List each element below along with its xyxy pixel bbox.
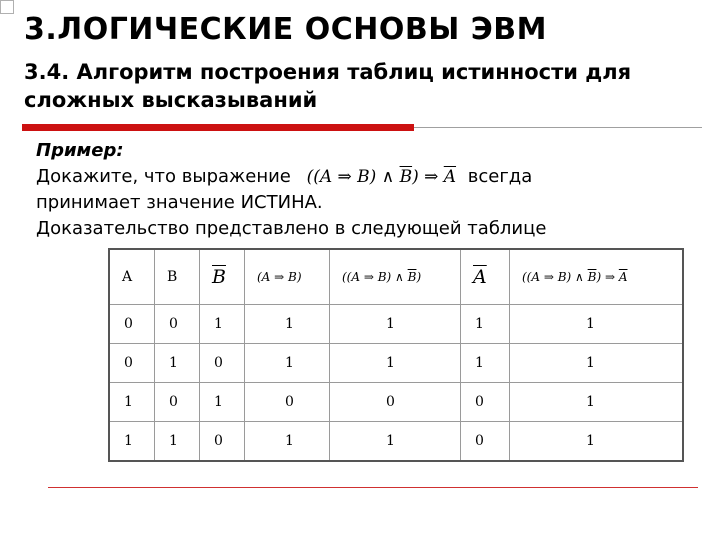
- table-cell: 0: [461, 422, 510, 462]
- statement-text-before: Докажите, что выражение: [36, 166, 291, 187]
- table-cell: 0: [245, 383, 330, 422]
- table-cell: 1: [330, 305, 461, 344]
- header-not-b-text: $\overline{B}$: [212, 266, 226, 288]
- header-not-a: [461, 249, 510, 305]
- table-cell: 1: [510, 344, 684, 383]
- header-full-formula: [510, 249, 684, 305]
- example-label: Пример:: [36, 140, 124, 161]
- table-cell: 1: [461, 344, 510, 383]
- header-part: $\overline{B}$: [587, 270, 597, 284]
- table-cell: 1: [245, 422, 330, 462]
- table-cell: 1: [109, 422, 155, 462]
- formula-part: ) ⇒: [412, 167, 444, 187]
- section-subtitle: 3.4. Алгоритм построения таблиц истинности для сложных высказываний: [24, 60, 632, 112]
- accent-red-rule: [22, 124, 414, 131]
- table-cell: 1: [245, 305, 330, 344]
- body-text: [36, 138, 706, 242]
- table-cell: 1: [330, 344, 461, 383]
- table-cell: 1: [200, 383, 245, 422]
- header-part: ) ⇒: [596, 270, 619, 284]
- table-cell: 0: [330, 383, 461, 422]
- header-part: $\overline{A}$: [618, 270, 628, 284]
- formula-negated-a: $\overline{A}$: [443, 167, 457, 187]
- table-cell: 0: [155, 305, 200, 344]
- formula-negated-b: $\overline{B}$: [399, 167, 413, 187]
- header-divider-line: [414, 127, 702, 128]
- table-cell: 1: [109, 383, 155, 422]
- header-implication: (A ⇒ B): [245, 249, 330, 305]
- header-part: ((A ⇒ B) ∧: [342, 270, 408, 284]
- header-part: $\overline{B}$: [407, 270, 417, 284]
- table-row: [109, 422, 683, 462]
- table-cell: 1: [461, 305, 510, 344]
- table-cell: 1: [510, 422, 684, 462]
- table-cell: 1: [330, 422, 461, 462]
- table-cell: 1: [510, 305, 684, 344]
- main-formula: [307, 164, 456, 190]
- table-cell: 1: [155, 344, 200, 383]
- header-not-a-text: $\overline{A}$: [473, 266, 487, 288]
- table-cell: 0: [200, 344, 245, 383]
- table-cell: 1: [245, 344, 330, 383]
- formula-part: ((A ⇒ B) ∧: [306, 167, 400, 187]
- table-cell: 0: [155, 383, 200, 422]
- header-conjunction: [330, 249, 461, 305]
- header-part: ((A ⇒ B) ∧: [522, 270, 588, 284]
- table-cell: 0: [109, 305, 155, 344]
- table-cell: 0: [109, 344, 155, 383]
- page-title: 3.ЛОГИЧЕСКИЕ ОСНОВЫ ЭВМ: [24, 12, 547, 47]
- header-a: A: [109, 249, 155, 305]
- header-not-b: [200, 249, 245, 305]
- table-cell: 1: [510, 383, 684, 422]
- truth-table: [108, 248, 684, 462]
- header-b: B: [155, 249, 200, 305]
- table-header-row: [109, 249, 683, 305]
- table-cell: 1: [200, 305, 245, 344]
- table-cell: 1: [155, 422, 200, 462]
- statement-text-after: всегда: [467, 166, 533, 187]
- table-cell: 0: [200, 422, 245, 462]
- statement-line-1: [36, 164, 706, 190]
- table-row: [109, 305, 683, 344]
- footer-divider-line: [48, 487, 698, 488]
- statement-line-2: принимает значение ИСТИНА.: [36, 192, 323, 213]
- statement-line-3: Доказательство представлено в следующей таблице: [36, 218, 547, 239]
- table-row: [109, 344, 683, 383]
- table-cell: 0: [461, 383, 510, 422]
- header-part: ): [416, 270, 422, 284]
- table-row: [109, 383, 683, 422]
- decorative-square-icon: [0, 0, 14, 14]
